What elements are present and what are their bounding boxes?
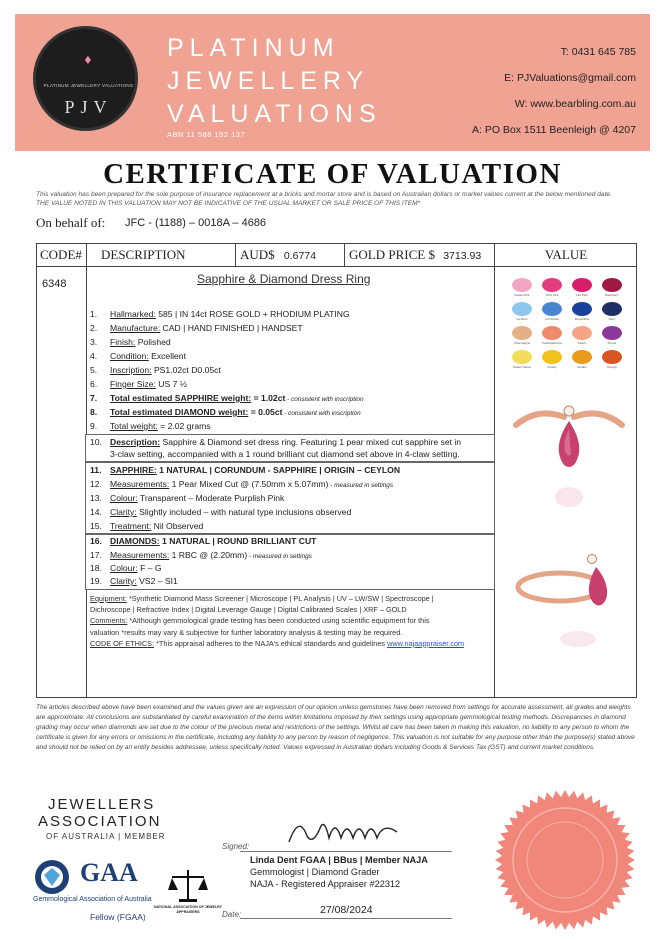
gem-swatch-label: Peach: [577, 341, 587, 345]
gem-swatch: [542, 326, 562, 340]
date-value: 27/08/2024: [320, 904, 373, 916]
row-label: Clarity:: [110, 507, 137, 517]
row-label: Measurements:: [110, 550, 170, 560]
row-value: Excellent: [148, 351, 186, 361]
brand-line-1: PLATINUM: [167, 34, 340, 62]
behalf-value: JFC - (1188) – 0018A – 4686: [125, 217, 267, 229]
row-number: 10.: [90, 437, 102, 447]
date-label: Date:: [222, 910, 242, 919]
naja-link[interactable]: www.najaappraiser.com: [387, 638, 465, 648]
gem-swatch-label: Ice Blue: [516, 317, 528, 321]
signer-title: Gemmologist | Diamond Grader: [250, 867, 380, 877]
spec-row: [90, 564, 162, 573]
row-label: Treatment:: [110, 521, 152, 531]
spec-row: [90, 366, 221, 375]
header-gold: [345, 243, 495, 267]
gem-swatch-label: Raspberry: [605, 293, 619, 297]
header-code: CODE#: [36, 243, 87, 267]
gem-swatch: [542, 302, 562, 316]
row-number: 3.: [90, 337, 98, 347]
row-value: Sapphire & Diamond set dress ring. Featuring 1 pear mixed cut sapphire set in: [160, 437, 462, 447]
row-number: 5.: [90, 365, 98, 375]
signed-label: Signed:: [222, 842, 250, 851]
gaa-logo: GAA: [80, 858, 138, 887]
row-label: DIAMONDS:: [110, 536, 160, 546]
row-number: 4.: [90, 351, 98, 361]
spec-row: [90, 408, 361, 417]
gem-swatch-label: Pastel Pink: [514, 293, 530, 297]
equipment-text: *Synthetic Diamond Mass Screener | Microscope | PL Analysis | UV – LW/SW | Spectroscope |: [126, 594, 434, 603]
gem-swatch: [602, 302, 622, 316]
header-banner: [15, 14, 650, 151]
spec-row: [90, 394, 364, 403]
diamond-icon: ♦: [84, 51, 92, 67]
date-line: [240, 918, 452, 919]
row-number: 18.: [90, 563, 102, 573]
ring-front-image: [508, 395, 628, 515]
fellow-badge: Fellow (FGAA): [90, 912, 146, 922]
row-label: Total estimated DIAMOND weight:: [110, 407, 249, 417]
row-value: = 2.02 grams: [157, 421, 211, 431]
row-value: 1 Pear Mixed Cut @ (7.50mm x 5.07mm): [169, 479, 329, 489]
gem-swatch: [572, 326, 592, 340]
gem-swatch-label: Golden: [577, 365, 587, 369]
gem-swatch-label: Hot Pink: [576, 293, 588, 297]
logo-monogram: PJV: [64, 97, 113, 117]
row-note: - consistent with inscription: [285, 396, 364, 403]
naja-scales-icon: [168, 866, 208, 904]
description-line-2: 3-claw setting, accompanied with a 1 round brilliant cut diamond set above in 4-claw setting.: [110, 449, 460, 459]
row-number: 1.: [90, 309, 98, 319]
gold-label: GOLD PRICE $: [349, 247, 435, 262]
gem-swatch-label: Padparadscha: [542, 341, 562, 345]
row-label: SAPPHIRE:: [110, 465, 157, 475]
spec-row: [90, 537, 316, 546]
brand-line-2: JEWELLERY: [167, 67, 370, 95]
gem-swatch: [512, 350, 532, 364]
logo-ring-text: PLATINUM JEWELLERY VALUATIONS: [43, 83, 134, 88]
gem-swatch-label: Cornflower: [544, 317, 560, 321]
row-number: 19.: [90, 576, 102, 586]
row-value: Slightly included – with natural type inclusions observed: [136, 507, 352, 517]
row-label: Finger Size:: [110, 379, 156, 389]
ring-side-image: [508, 545, 628, 655]
gaa-globe-icon: [33, 858, 73, 896]
spec-row: [90, 380, 187, 389]
gold-value: 3713.93: [443, 250, 482, 262]
gem-swatch: [572, 350, 592, 364]
row-number: 16.: [90, 536, 102, 546]
ethics-label: CODE OF ETHICS:: [90, 638, 155, 648]
contact-web[interactable]: W: www.bearbling.com.au: [514, 98, 636, 110]
gem-swatch-label: Canary: [547, 365, 557, 369]
equipment-text-2: Dichroscope | Refractive Index | Digital Leverage Gauge | Digital Calibrated Scales | XRF – GOLD: [90, 605, 407, 615]
gem-swatch: [512, 302, 532, 316]
row-value: 585 | IN 14ct ROSE GOLD + RHODIUM PLATING: [155, 309, 350, 319]
gem-swatch: [572, 278, 592, 292]
row-label: Colour:: [110, 493, 138, 503]
row-label: Total weight:: [110, 421, 158, 431]
gem-swatch: [602, 326, 622, 340]
contact-email[interactable]: E: PJValuations@gmail.com: [504, 72, 636, 84]
row-number: 11.: [90, 465, 102, 475]
row-value: CAD | HAND FINISHED | HANDSET: [160, 323, 303, 333]
spec-row: [90, 551, 312, 560]
row-number: 12.: [90, 479, 102, 489]
row-label: Inscription:: [110, 365, 152, 375]
spec-row: [90, 352, 186, 361]
gem-swatch-label: Vivid Pink: [545, 293, 559, 297]
row-note: - measured in settings: [247, 553, 312, 560]
spec-row: [90, 438, 461, 447]
row-value: 1 NATURAL | ROUND BRILLIANT CUT: [159, 536, 317, 546]
row-number: 7.: [90, 393, 98, 403]
gem-swatch-label: Champagne: [513, 341, 531, 345]
gem-swatch-label: Pastel Yellow: [513, 365, 531, 369]
certificate-title: CERTIFICATE OF VALUATION: [103, 158, 562, 190]
row-value: Polished: [135, 337, 171, 347]
gem-swatch: [542, 350, 562, 364]
row-label: Colour:: [110, 563, 138, 573]
spec-row: [90, 494, 284, 503]
contact-address: A: PO Box 1511 Beenleigh @ 4207: [472, 124, 636, 136]
spec-row: [90, 324, 303, 333]
spec-row: [90, 480, 393, 489]
item-code: 6348: [42, 278, 67, 290]
row-value: Transparent – Moderate Purplish Pink: [137, 493, 285, 503]
comments-text-2: valuation *results may vary & subjective for further laboratory analysis & testing may be required.: [90, 627, 403, 637]
header-value: VALUE: [495, 243, 637, 267]
row-value: 1 NATURAL | CORUNDUM - SAPPHIRE | ORIGIN – CEYLON: [156, 465, 401, 475]
comments-label: Comments:: [90, 616, 128, 626]
row-value: = 0.05ct: [248, 407, 283, 417]
embossed-seal: [490, 788, 640, 933]
jaa-logo-line-2: ASSOCIATION: [38, 813, 162, 830]
header-description: DESCRIPTION: [87, 243, 236, 267]
comments-text: *Although gemmological grade testing has been conducted using scientific equipment for this: [127, 616, 430, 626]
row-label: Hallmarked:: [110, 309, 156, 319]
row-label: Total estimated SAPPHIRE weight:: [110, 393, 252, 403]
aud-label: AUD$: [240, 247, 275, 262]
row-value: 1 RBC @ (2.20mm): [169, 550, 248, 560]
intro-line-2: THE VALUE NOTED IN THIS VALUATION MAY NOT BE INDICATIVE OF THE USUAL MARKET OR SALE PRICE OF THIS ITEM*: [36, 200, 421, 208]
row-value: F – G: [137, 563, 162, 573]
jaa-logo-line-1: JEWELLERS: [48, 796, 156, 813]
signer-registration: NAJA - Registered Appraiser #22312: [250, 879, 401, 889]
spec-row: [90, 508, 351, 517]
jaa-logo-line-3: OF AUSTRALIA | MEMBER: [46, 832, 166, 841]
intro-line-1: This valuation has been prepared for the sole purpose of insurance replacement at a bricks and mortar store and is based on Australian dollars or market values current at the below mentioned date.: [36, 191, 612, 198]
spec-row: [90, 338, 171, 347]
naja-logo-text: NATIONAL ASSOCIATION OF JEWELRY APPRAISERS: [153, 905, 222, 914]
row-note: - consistent with inscription: [282, 410, 361, 417]
row-number: 15.: [90, 521, 102, 531]
ethics-text: *This appraisal adheres to the NAJA's ethical standards and guidelines: [154, 638, 388, 648]
gem-swatch: [542, 278, 562, 292]
row-label: Condition:: [110, 351, 149, 361]
row-number: 9.: [90, 421, 98, 431]
row-label: Description:: [110, 437, 161, 447]
row-label: Finish:: [110, 337, 136, 347]
gaa-subtitle: Gemmological Association of Australia: [33, 896, 152, 903]
gem-swatch-label: Purple: [607, 341, 617, 345]
contact-phone: T: 0431 645 785: [560, 46, 636, 58]
spec-row: [90, 310, 350, 319]
signature-line: [240, 851, 452, 852]
row-value: US 7 ½: [155, 379, 187, 389]
row-value: PS1.02ct D0.05ct: [151, 365, 221, 375]
pjv-logo: [33, 26, 138, 131]
gem-swatch: [572, 302, 592, 316]
aud-value: 0.6774: [283, 250, 317, 262]
signer-name: Linda Dent FGAA | BBus | Member NAJA: [250, 855, 428, 865]
row-value: VS2 – SI1: [136, 576, 178, 586]
gem-swatch-label: Royal Blue: [574, 317, 590, 321]
intro-text: [36, 190, 636, 208]
gem-swatch-label: Navy: [608, 317, 616, 321]
item-title: Sapphire & Diamond Dress Ring: [197, 272, 371, 286]
equipment-label: Equipment:: [90, 594, 127, 603]
signature: [285, 812, 405, 850]
spec-row: [90, 577, 178, 586]
gem-swatch: [512, 278, 532, 292]
spec-row: [90, 422, 211, 431]
header-aud: [236, 243, 345, 267]
gem-colour-chart: [508, 278, 628, 368]
row-value: Nil Observed: [151, 521, 204, 531]
gem-swatch: [602, 350, 622, 364]
disclaimer: The articles described above have been examined and the values given are an expression of our opinion unless gemstones have been removed from settings for accurate assessment, all grades and weights are approximate. All conclusions are substantiated by careful examination of the items within limitations imposed by their settings using appropriate gemmological testing methods. Discrepancies in diamond grading may occur when diamonds are set due to the colour of the precious metal and restrictions of the settings. Whilst all care has been taken in making this valuation, no liability to any person to whom the certificate is given for any errors or omissions in the certificate, including any liability to any person by reason of negligence. This valuation is not suitable for any purpose other than the purpose(s) stated above and should not be relied on by an entity besides addressee, unless specifically noted. Values expressed in Australian dollars including Goods & Services Tax (GST) and current market conditions.: [36, 704, 635, 752]
row-number: 2.: [90, 323, 98, 333]
gem-swatch-label: Orange: [606, 365, 617, 369]
row-number: 17.: [90, 550, 102, 560]
gem-swatch: [512, 326, 532, 340]
row-label: Clarity:: [110, 576, 137, 586]
row-value: = 1.02ct: [251, 393, 286, 403]
behalf-label: On behalf of:: [36, 215, 106, 230]
row-number: 6.: [90, 379, 98, 389]
spec-row: [90, 522, 203, 531]
spec-row: [90, 466, 400, 475]
brand-line-3: VALUATIONS: [167, 100, 382, 128]
row-note: - measured in settings: [328, 482, 394, 489]
row-number: 13.: [90, 493, 102, 503]
row-label: Measurements:: [110, 479, 170, 489]
row-label: Manufacture:: [110, 323, 161, 333]
notes-section: [90, 593, 490, 649]
gem-swatch: [602, 278, 622, 292]
abn-number: ABN 11 588 192 137: [167, 130, 246, 139]
row-number: 14.: [90, 507, 102, 517]
row-number: 8.: [90, 407, 98, 417]
